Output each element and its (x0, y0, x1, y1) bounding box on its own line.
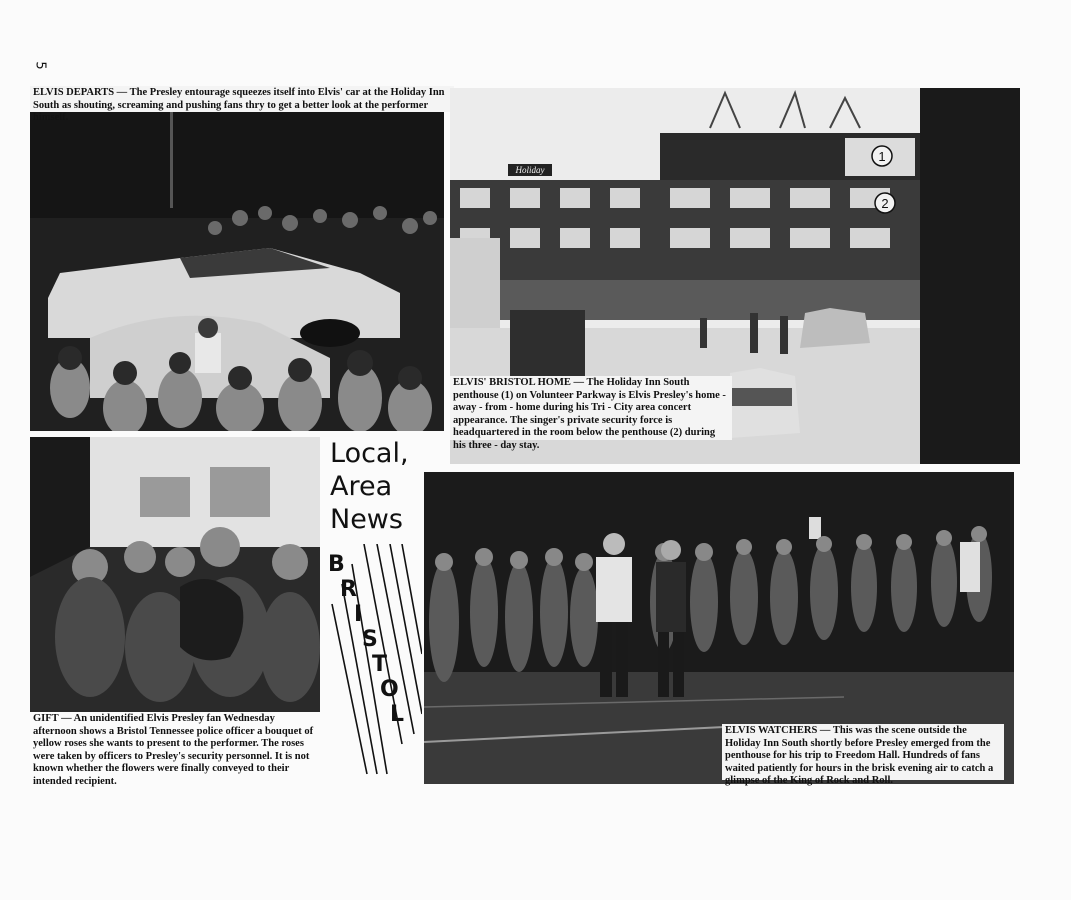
caption-text: An unidentified Elvis Presley fan Wednesday afternoon shows a Bristol Tennessee police officer a bouquet of yellow roses she wants to present to the performer. The roses were taken by officers to Presley's security personnel. It is not known whether the flowers were finally conveyed to their intended recipient. (33, 713, 314, 787)
section-logo (322, 436, 422, 776)
caption-elvis-watchers (722, 724, 1004, 786)
caption-lead: ELVIS' BRISTOL HOME — (453, 377, 585, 388)
caption-text: The Holiday Inn South penthouse (1) on Volunteer Parkway is Elvis Presley's home - away - from - home during his Tri - City area concert appearance. The singer's private security force is headquartered in the room below the penthouse (2) during his three - day stay. (453, 377, 726, 451)
caption-text: This was the scene outside the Holiday Inn South shortly before Presley emerged from the penthouse for his trip to Freedom Hall. Hundreds of fans waited patiently for hours in the brisk evening air to catch a glimpse of the King of Rock and Roll. (725, 725, 994, 786)
logo-line-area: Area (330, 471, 393, 502)
photo-gift (30, 437, 320, 712)
logo-letter-r: R (340, 577, 357, 602)
caption-text: The Presley entourage squeezes itself into Elvis' car at the Holiday Inn South as shouting, screaming and pushing fans thry to get a better look at the performer himself. (33, 87, 445, 123)
logo-letter-l: L (390, 702, 405, 727)
caption-elvis-departs (30, 86, 454, 123)
caption-lead: ELVIS DEPARTS — (33, 87, 128, 98)
logo-letter-i: I (354, 602, 363, 627)
photo-elvis-departs (30, 108, 444, 431)
holiday-sign: Holiday (515, 165, 545, 175)
caption-lead: GIFT — (33, 713, 72, 724)
logo-line-news: News (330, 504, 403, 535)
caption-lead: ELVIS WATCHERS — (725, 725, 831, 736)
logo-line-local: Local, (330, 438, 409, 469)
marker-1: 1 (878, 149, 886, 164)
logo-letter-o: O (380, 677, 399, 702)
logo-letter-b: B (328, 552, 345, 577)
caption-gift (30, 712, 320, 790)
logo-letter-s: S (362, 627, 378, 652)
caption-bristol-home (450, 376, 732, 451)
logo-letter-t: T (372, 652, 388, 677)
page-number: 5 (32, 61, 48, 70)
marker-2: 2 (881, 196, 889, 211)
